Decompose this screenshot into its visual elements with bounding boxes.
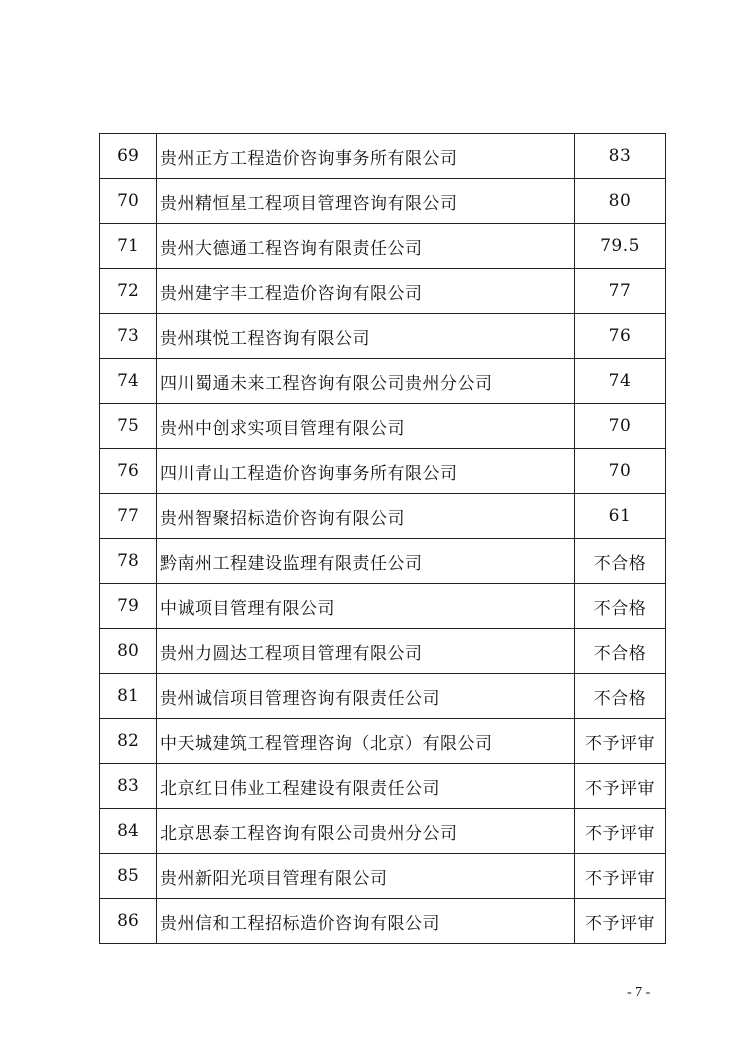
score: 74	[575, 359, 666, 404]
company-name: 四川青山工程造价咨询事务所有限公司	[157, 449, 575, 494]
score: 80	[575, 179, 666, 224]
row-number: 71	[100, 224, 157, 269]
score: 不予评审	[575, 764, 666, 809]
table-row	[100, 404, 666, 449]
company-name: 贵州正方工程造价咨询事务所有限公司	[157, 134, 575, 179]
score: 61	[575, 494, 666, 539]
row-number: 83	[100, 764, 157, 809]
score: 不予评审	[575, 809, 666, 854]
row-number: 85	[100, 854, 157, 899]
row-number: 79	[100, 584, 157, 629]
row-number: 78	[100, 539, 157, 584]
row-number: 74	[100, 359, 157, 404]
company-name: 北京红日伟业工程建设有限责任公司	[157, 764, 575, 809]
row-number: 73	[100, 314, 157, 359]
company-name: 贵州诚信项目管理咨询有限责任公司	[157, 674, 575, 719]
row-number: 75	[100, 404, 157, 449]
score: 77	[575, 269, 666, 314]
row-number: 86	[100, 899, 157, 944]
company-name: 中天城建筑工程管理咨询（北京）有限公司	[157, 719, 575, 764]
company-name: 贵州力圆达工程项目管理有限公司	[157, 629, 575, 674]
table-row	[100, 269, 666, 314]
company-name: 四川蜀通未来工程咨询有限公司贵州分公司	[157, 359, 575, 404]
table-row	[100, 854, 666, 899]
company-name: 北京思泰工程咨询有限公司贵州分公司	[157, 809, 575, 854]
table-row	[100, 809, 666, 854]
score: 76	[575, 314, 666, 359]
row-number: 80	[100, 629, 157, 674]
row-number: 76	[100, 449, 157, 494]
table-row	[100, 899, 666, 944]
score: 不合格	[575, 629, 666, 674]
score: 不予评审	[575, 899, 666, 944]
company-name: 贵州信和工程招标造价咨询有限公司	[157, 899, 575, 944]
score: 不予评审	[575, 854, 666, 899]
table-row	[100, 179, 666, 224]
row-number: 77	[100, 494, 157, 539]
company-name: 中诚项目管理有限公司	[157, 584, 575, 629]
company-name: 贵州建宇丰工程造价咨询有限公司	[157, 269, 575, 314]
table-row	[100, 224, 666, 269]
company-name: 贵州精恒星工程项目管理咨询有限公司	[157, 179, 575, 224]
row-number: 82	[100, 719, 157, 764]
table-row	[100, 764, 666, 809]
score: 不予评审	[575, 719, 666, 764]
score: 83	[575, 134, 666, 179]
table-row	[100, 539, 666, 584]
company-name: 贵州中创求实项目管理有限公司	[157, 404, 575, 449]
row-number: 69	[100, 134, 157, 179]
score: 70	[575, 404, 666, 449]
table-row	[100, 449, 666, 494]
company-name: 黔南州工程建设监理有限责任公司	[157, 539, 575, 584]
row-number: 81	[100, 674, 157, 719]
company-name: 贵州新阳光项目管理有限公司	[157, 854, 575, 899]
score: 79.5	[575, 224, 666, 269]
results-table	[99, 133, 666, 944]
score: 不合格	[575, 674, 666, 719]
table-row	[100, 674, 666, 719]
page-number: - 7 -	[627, 985, 651, 1000]
row-number: 70	[100, 179, 157, 224]
table-row	[100, 629, 666, 674]
table-row	[100, 494, 666, 539]
table-row	[100, 314, 666, 359]
table-row	[100, 584, 666, 629]
results-table-body	[100, 134, 666, 944]
score: 不合格	[575, 584, 666, 629]
score: 不合格	[575, 539, 666, 584]
table-row	[100, 134, 666, 179]
table-row	[100, 719, 666, 764]
table-row	[100, 359, 666, 404]
company-name: 贵州大德通工程咨询有限责任公司	[157, 224, 575, 269]
company-name: 贵州智聚招标造价咨询有限公司	[157, 494, 575, 539]
company-name: 贵州琪悦工程咨询有限公司	[157, 314, 575, 359]
row-number: 72	[100, 269, 157, 314]
row-number: 84	[100, 809, 157, 854]
score: 70	[575, 449, 666, 494]
